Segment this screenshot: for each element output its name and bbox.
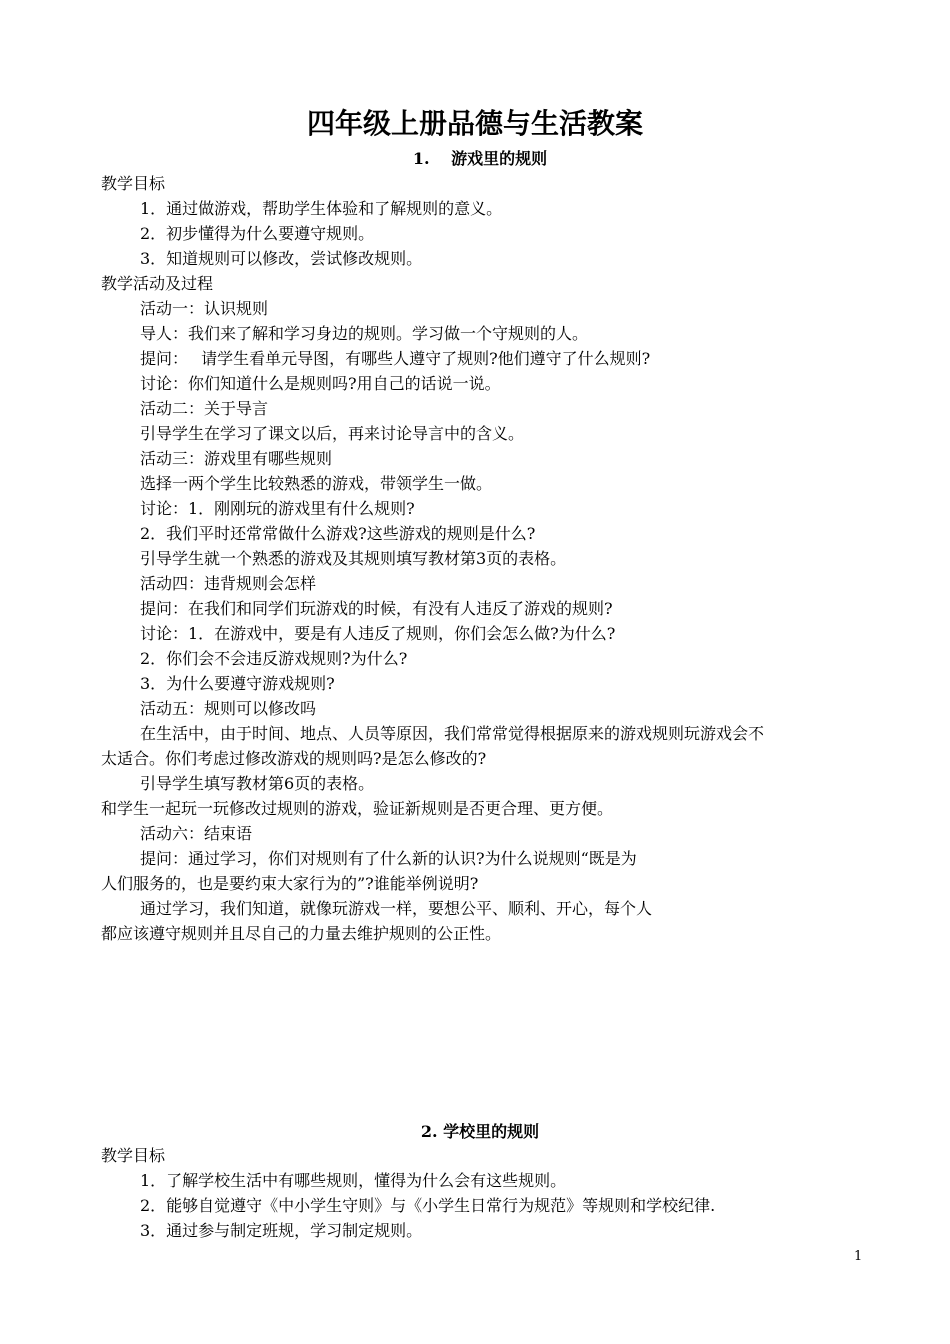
lesson1-line: 人们服务的，也是要约束大家行为的”?谁能举例说明? xyxy=(101,874,479,893)
lesson1-line: 教学目标 xyxy=(101,174,166,193)
lesson1-line: 提问：通过学习，你们对规则有了什么新的认识?为什么说规则“既是为 xyxy=(140,849,637,868)
lesson1-line: 活动四：违背规则会怎样 xyxy=(140,574,317,593)
lesson1-line: 太适合。你们考虑过修改游戏的规则吗?是怎么修改的? xyxy=(101,749,487,768)
lesson1-line: 3．为什么要遵守游戏规则? xyxy=(140,674,335,693)
lesson1-line: 通过学习，我们知道，就像玩游戏一样，要想公平、顺利、开心，每个人 xyxy=(140,899,653,918)
lesson1-line: 提问：在我们和同学们玩游戏的时候，有没有人违反了游戏的规则? xyxy=(140,599,613,618)
lesson1-line: 2．我们平时还常常做什么游戏?这些游戏的规则是什么? xyxy=(140,524,536,543)
lesson1-line: 2．初步懂得为什么要遵守规则。 xyxy=(140,224,375,243)
lesson1-line: 讨论：1．刚刚玩的游戏里有什么规则? xyxy=(140,499,415,518)
lesson1-line: 引导学生就一个熟悉的游戏及其规则填写教材第3页的表格。 xyxy=(140,549,567,568)
lesson1-line: 引导学生在学习了课文以后，再来讨论导言中的含义。 xyxy=(140,424,525,443)
lesson1-line: 活动二：关于导言 xyxy=(140,399,269,418)
lesson2-heading: 2. 学校里的规则 xyxy=(420,1122,540,1141)
lesson2-line: 1．了解学校生活中有哪些规则，懂得为什么会有这些规则。 xyxy=(140,1171,567,1190)
lesson1-line: 活动六：结束语 xyxy=(140,824,253,843)
lesson1-heading: 1. 游戏里的规则 xyxy=(412,149,548,168)
lesson1-line: 3．知道规则可以修改，尝试修改规则。 xyxy=(140,249,423,268)
lesson1-line: 活动三：游戏里有哪些规则 xyxy=(140,449,333,468)
lesson1-line: 2．你们会不会违反游戏规则?为什么? xyxy=(140,649,408,668)
lesson2-line: 3．通过参与制定班规，学习制定规则。 xyxy=(140,1221,423,1240)
lesson1-line: 导人：我们来了解和学习身边的规则。学习做一个守规则的人。 xyxy=(140,324,589,343)
lesson2-line: 教学目标 xyxy=(101,1146,166,1165)
lesson1-line: 活动五：规则可以修改吗 xyxy=(140,699,317,718)
lesson1-line: 和学生一起玩一玩修改过规则的游戏，验证新规则是否更合理、更方便。 xyxy=(101,799,614,818)
lesson2-line: 2．能够自觉遵守《中小学生守则》与《小学生日常行为规范》等规则和学校纪律. xyxy=(140,1196,716,1215)
document-title: 四年级上册品德与生活教案 xyxy=(306,107,643,140)
lesson1-line: 1．通过做游戏，帮助学生体验和了解规则的意义。 xyxy=(140,199,503,218)
lesson1-line: 在生活中，由于时间、地点、人员等原因，我们常常觉得根据原来的游戏规则玩游戏会不 xyxy=(140,724,765,743)
lesson1-line: 都应该遵守规则并且尽自己的力量去维护规则的公正性。 xyxy=(101,924,502,943)
lesson1-line: 活动一：认识规则 xyxy=(140,299,269,318)
lesson1-line: 讨论：1．在游戏中，要是有人违反了规则，你们会怎么做?为什么? xyxy=(140,624,616,643)
lesson1-line: 讨论：你们知道什么是规则吗?用自己的话说一说。 xyxy=(140,374,501,393)
page-number: 1 xyxy=(854,1249,863,1264)
lesson1-line: 提问： 请学生看单元导图，有哪些人遵守了规则?他们遵守了什么规则? xyxy=(140,349,651,368)
lesson1-line: 选择一两个学生比较熟悉的游戏，带领学生一做。 xyxy=(140,474,493,493)
lesson1-line: 引导学生填写教材第6页的表格。 xyxy=(140,774,375,793)
lesson1-line: 教学活动及过程 xyxy=(101,274,214,293)
